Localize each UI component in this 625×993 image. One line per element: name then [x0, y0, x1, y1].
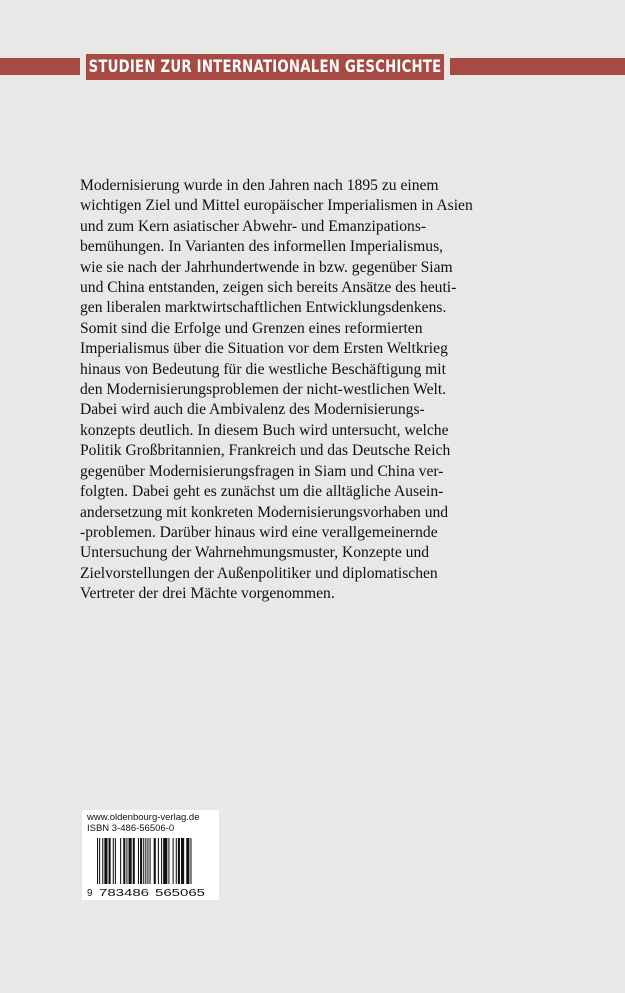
- barcode-bars: [97, 838, 192, 884]
- barcode-graphic: [85, 836, 215, 898]
- barcode-bar: [143, 838, 144, 884]
- blurb-line: wichtigen Ziel und Mittel europäischer Imperialismen in Asien: [80, 197, 473, 215]
- barcode-bar: [115, 838, 116, 884]
- publisher-url: www.oldenbourg-verlag.de: [87, 812, 200, 823]
- barcode-bar: [163, 838, 167, 884]
- barcode-bar: [176, 838, 177, 884]
- blurb-line: gegenüber Modernisierungsfragen in Siam und China ver-: [80, 462, 444, 480]
- blurb-line: andersetzung mit konkreten Modernisierungsvorhaben und: [80, 503, 449, 521]
- isbn-number: ISBN 3-486-56506-0: [87, 823, 175, 834]
- blurb-text: [80, 176, 550, 605]
- blurb-line: Politik Großbritannien, Frankreich und das Deutsche Reich: [80, 442, 451, 460]
- blurb-line: hinaus von Bedeutung für die westliche Beschäftigung mit: [80, 360, 446, 378]
- blurb-line: Dabei wird auch die Ambivalenz des Modernisierungs-: [80, 401, 425, 419]
- barcode-bar: [140, 838, 142, 884]
- blurb-line: konzepts deutlich. In diesem Buch wird untersucht, welche: [80, 421, 449, 439]
- barcode-bar: [123, 838, 125, 884]
- barcode-label: [82, 810, 219, 900]
- barcode-bar: [102, 838, 103, 884]
- blurb-line: -problemen. Darüber hinaus wird eine verallgemeinernde: [80, 523, 438, 541]
- blurb-line: und China entstanden, zeigen sich bereits Ansätze des heuti-: [80, 279, 457, 297]
- barcode-bar: [120, 838, 121, 884]
- blurb-line: folgten. Dabei geht es zunächst um die alltägliche Ausein-: [80, 483, 444, 501]
- barcode-bar: [168, 838, 169, 884]
- barcode-digits-right: 565065: [155, 888, 206, 898]
- barcode-bar: [129, 838, 132, 884]
- barcode-bar: [126, 838, 127, 884]
- blurb-line: und zum Kern asiatischer Abwehr- und Emanzipations-: [80, 217, 427, 235]
- blurb-line: wie sie nach der Jahrhundertwende in bzw. gegenüber Siam: [80, 258, 453, 276]
- barcode-bar: [161, 838, 162, 884]
- barcode-bar: [138, 838, 139, 884]
- blurb-line: Zielvorstellungen der Außenpolitiker und diplomatischen: [80, 564, 438, 582]
- blurb-line: Somit sind die Erfolge und Grenzen eines reformierten: [80, 319, 423, 337]
- barcode-bar: [113, 838, 114, 884]
- barcode-bar: [109, 838, 111, 884]
- barcode-bar: [150, 838, 151, 884]
- barcode-digit-first: 9: [87, 888, 93, 898]
- barcode-bar: [154, 838, 156, 884]
- blurb-line: Untersuchung der Wahrnehmungsmuster, Konzepte und: [80, 544, 430, 562]
- barcode-bar: [99, 838, 100, 884]
- barcode-bar: [158, 838, 159, 884]
- blurb-line: Imperialismus über die Situation vor dem Ersten Weltkrieg: [80, 340, 448, 358]
- blurb-line: Vertreter der drei Mächte vorgenommen.: [80, 585, 335, 603]
- barcode-bar: [104, 838, 107, 884]
- barcode-bar: [173, 838, 174, 884]
- barcode-bar: [190, 838, 191, 884]
- blurb-line: bemühungen. In Varianten des informellen Imperialismus,: [80, 238, 444, 256]
- blurb-line: Modernisierung wurde in den Jahren nach 1895 zu einem: [80, 177, 439, 194]
- barcode-bar: [186, 838, 189, 884]
- blurb-line: den Modernisierungsproblemen der nicht-westlichen Welt.: [80, 381, 447, 399]
- barcode-digits-left: 783486: [99, 888, 150, 898]
- barcode-bar: [147, 838, 148, 884]
- barcode-bar: [133, 838, 135, 884]
- barcode-bar: [145, 838, 146, 884]
- series-title: STUDIEN ZUR INTERNATIONALEN GESCHICHTE: [86, 54, 444, 80]
- blurb-line: gen liberalen marktwirtschaftlichen Entwicklungsdenkens.: [80, 299, 447, 317]
- barcode-bar: [181, 838, 184, 884]
- barcode-bar: [178, 838, 180, 884]
- barcode-bar: [97, 838, 98, 884]
- series-band-gap-right: [444, 58, 450, 75]
